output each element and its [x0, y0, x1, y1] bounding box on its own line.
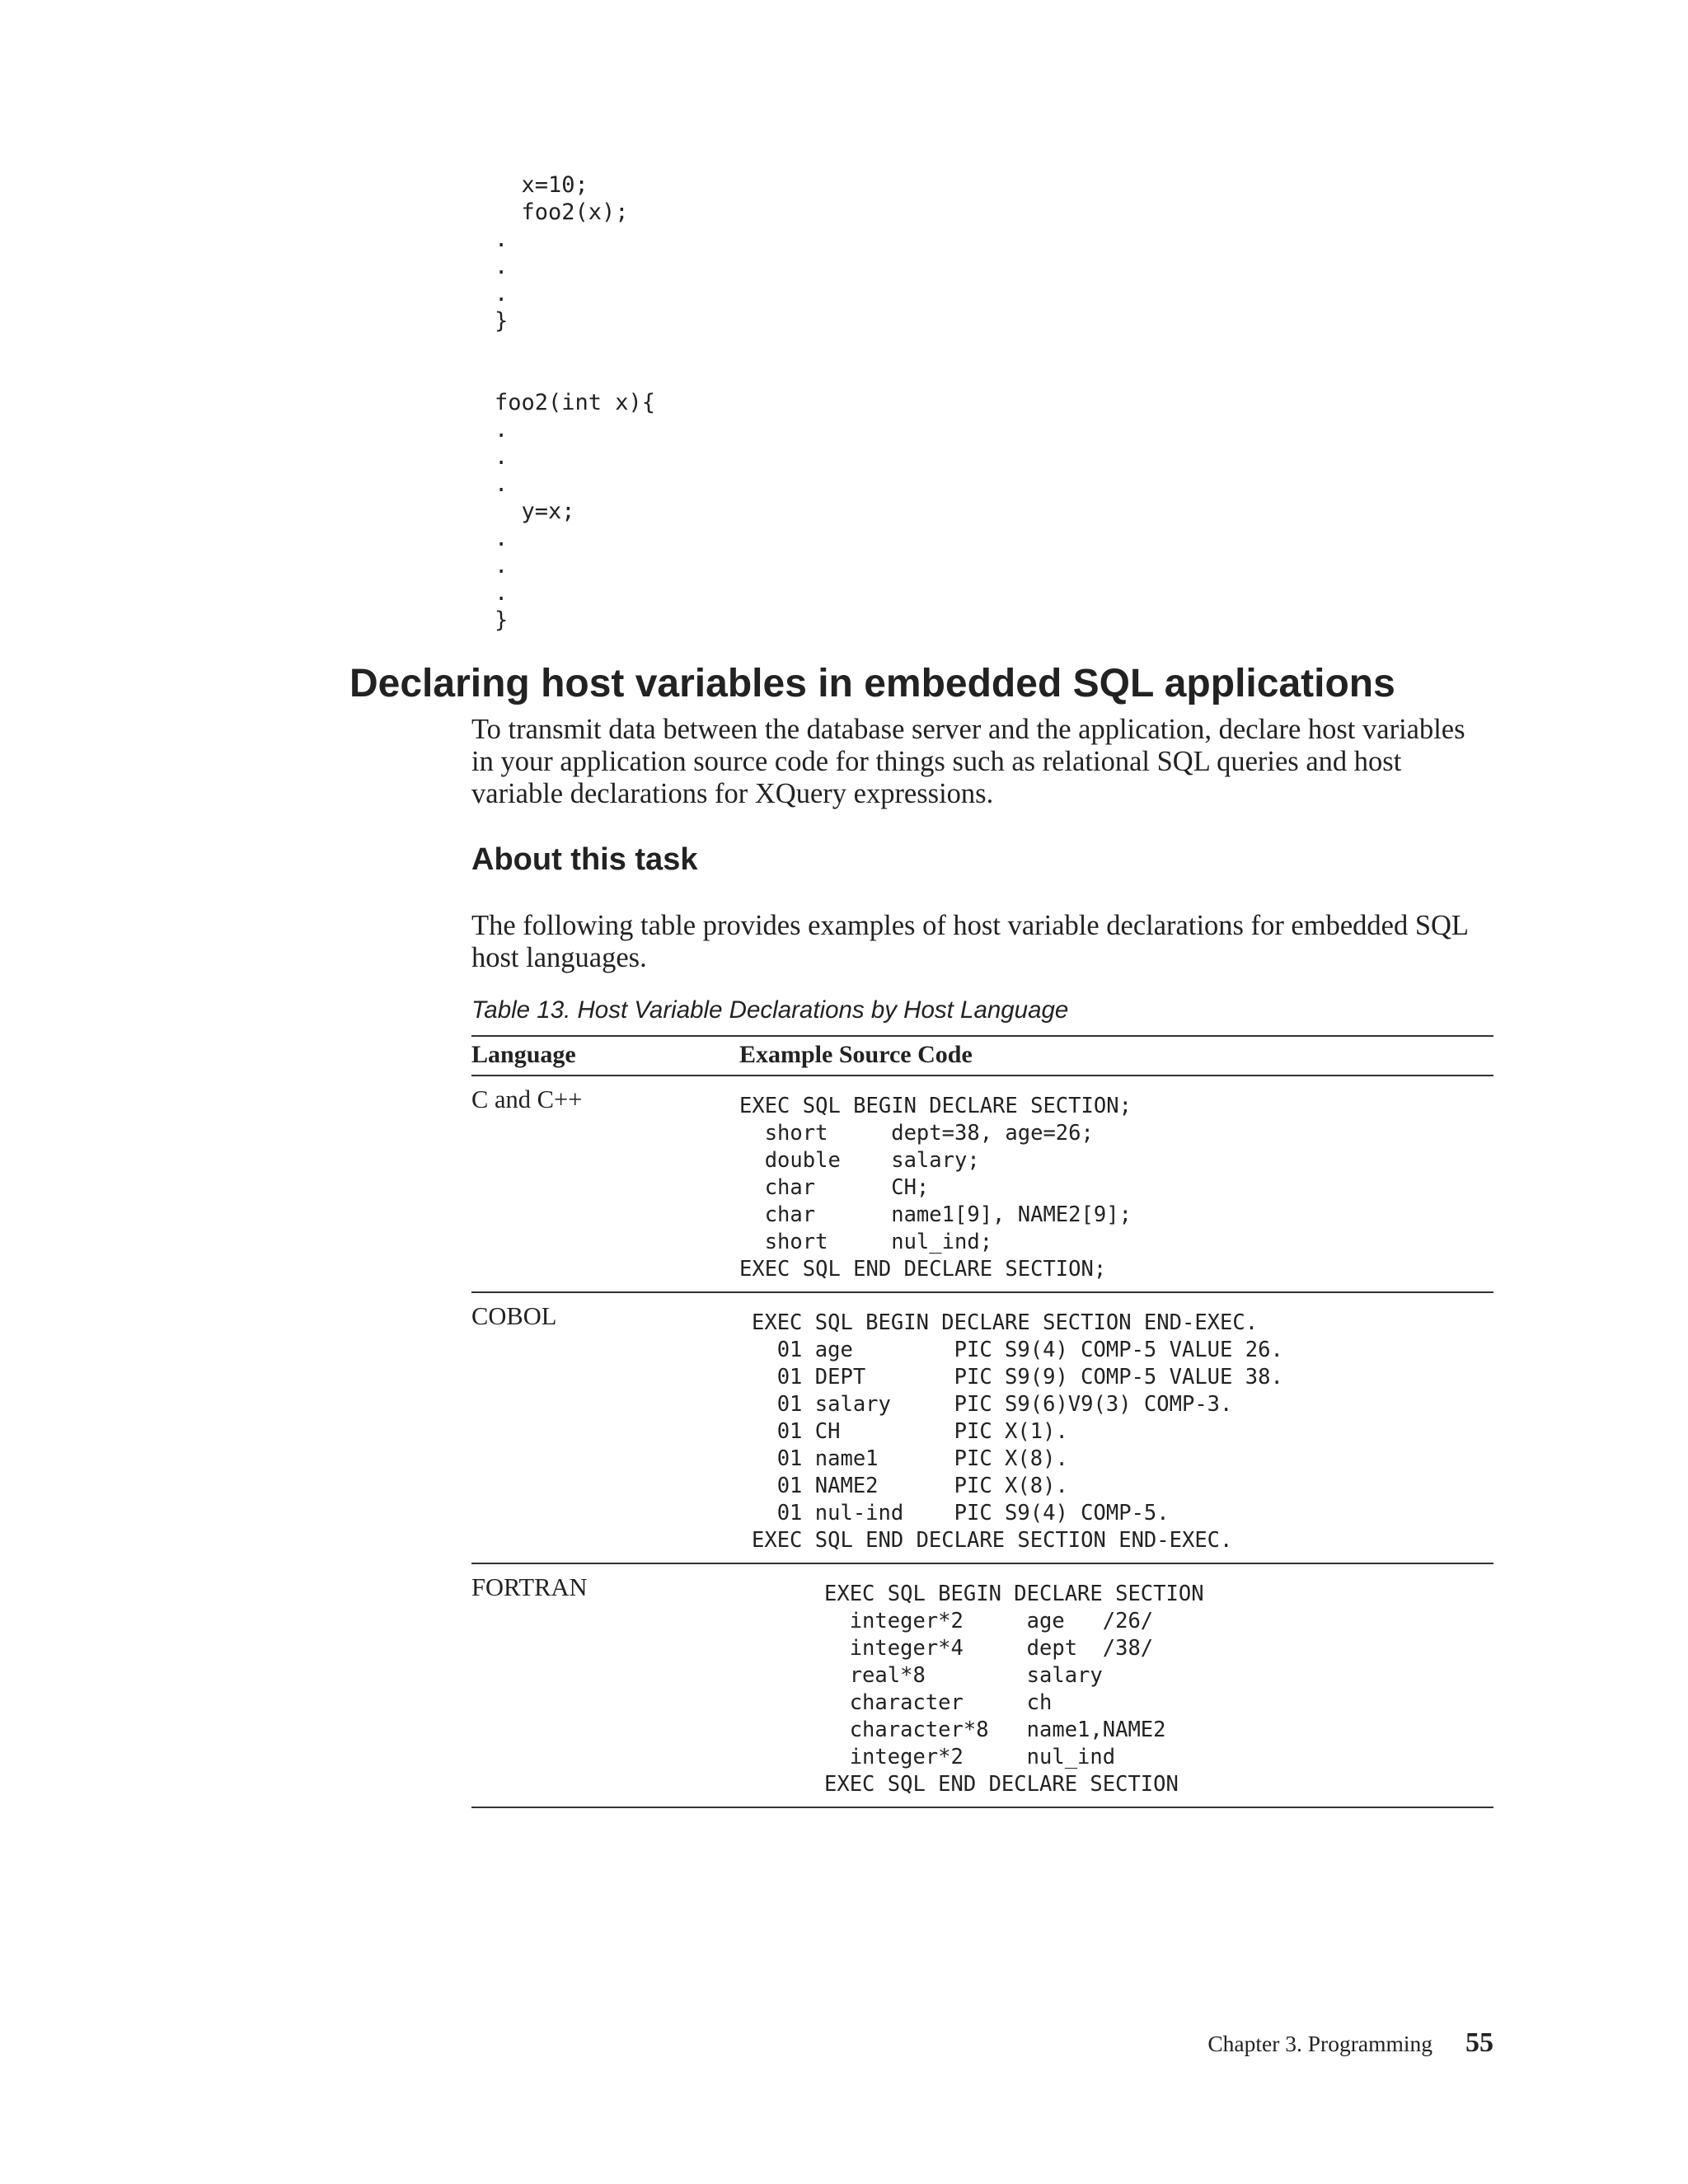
- page-number: 55: [1465, 2027, 1493, 2058]
- code-line: y=x;: [495, 499, 575, 524]
- code-line: foo2(int x){: [495, 390, 656, 415]
- table-row: [471, 1292, 1493, 1563]
- code-cell: [739, 1292, 1493, 1563]
- code-blank-line: [495, 335, 655, 362]
- column-header-language: Language: [471, 1036, 739, 1076]
- about-task-text: The following table provides examples of host variable declarations for embedded SQL host languages.: [471, 910, 1468, 973]
- code-block-fortran: EXEC SQL BEGIN DECLARE SECTION integer*2 age /26/ integer*4 dept /38/ real*8 salary character ch character*8 name1,NAME2 integer*2 nul_ind EXEC SQL END DECLARE SECTION: [824, 1582, 1204, 1797]
- column-header-example-code: Example Source Code: [739, 1036, 1493, 1076]
- page-footer: [1207, 2027, 1493, 2059]
- language-cell: COBOL: [471, 1292, 739, 1563]
- footer-chapter: Chapter 3. Programming: [1207, 2031, 1432, 2056]
- code-line: .: [495, 580, 509, 606]
- code-cell: [739, 1563, 1493, 1807]
- code-block-cobol: EXEC SQL BEGIN DECLARE SECTION END-EXEC. 01 age PIC S9(4) COMP-5 VALUE 26. 01 DEPT PIC S9(9) COMP-5 VALUE 38. 01 salary PIC S9(6)V9(3) COMP-3. 01 CH PIC X(1). 01 name1 PIC X(8). 01 NAME2 PIC X(8). 01 nul-ind PIC S9(4) COMP-5. EXEC SQL END DECLARE SECTION END-EXEC.: [752, 1310, 1283, 1553]
- code-line: .: [495, 417, 509, 443]
- code-snippet: [495, 171, 655, 634]
- code-spacer: [495, 362, 655, 389]
- code-line: .: [495, 254, 509, 279]
- code-line: }: [495, 607, 509, 633]
- code-line: foo2(x);: [495, 199, 629, 225]
- code-block-c: EXEC SQL BEGIN DECLARE SECTION; short dept=38, age=26; double salary; char CH; char name1[9], NAME2[9]; short nul_ind; EXEC SQL END DECLARE SECTION;: [739, 1094, 1132, 1282]
- code-line: x=10;: [495, 172, 588, 198]
- section-title: Declaring host variables in embedded SQL applications: [349, 662, 1395, 705]
- host-variable-table: [471, 1035, 1493, 1808]
- code-line: .: [495, 444, 509, 470]
- table-row: [471, 1076, 1493, 1292]
- code-line: .: [495, 526, 509, 551]
- about-task-heading: About this task: [471, 842, 698, 877]
- code-line: .: [495, 471, 509, 497]
- table-caption: Table 13. Host Variable Declarations by Host Language: [471, 996, 1069, 1024]
- table-row: [471, 1563, 1493, 1807]
- code-line: }: [495, 308, 509, 334]
- table-header-row: [471, 1036, 1493, 1076]
- language-cell: FORTRAN: [471, 1573, 588, 1601]
- code-line: .: [495, 281, 509, 307]
- language-cell: C and C++: [471, 1076, 739, 1292]
- code-cell: [739, 1076, 1493, 1292]
- code-line: .: [495, 227, 509, 252]
- section-intro: To transmit data between the database server and the application, declare host variables in your application source code for things such as relational SQL queries and host variable declarations for XQuery expressions.: [471, 714, 1465, 809]
- code-line: .: [495, 553, 509, 579]
